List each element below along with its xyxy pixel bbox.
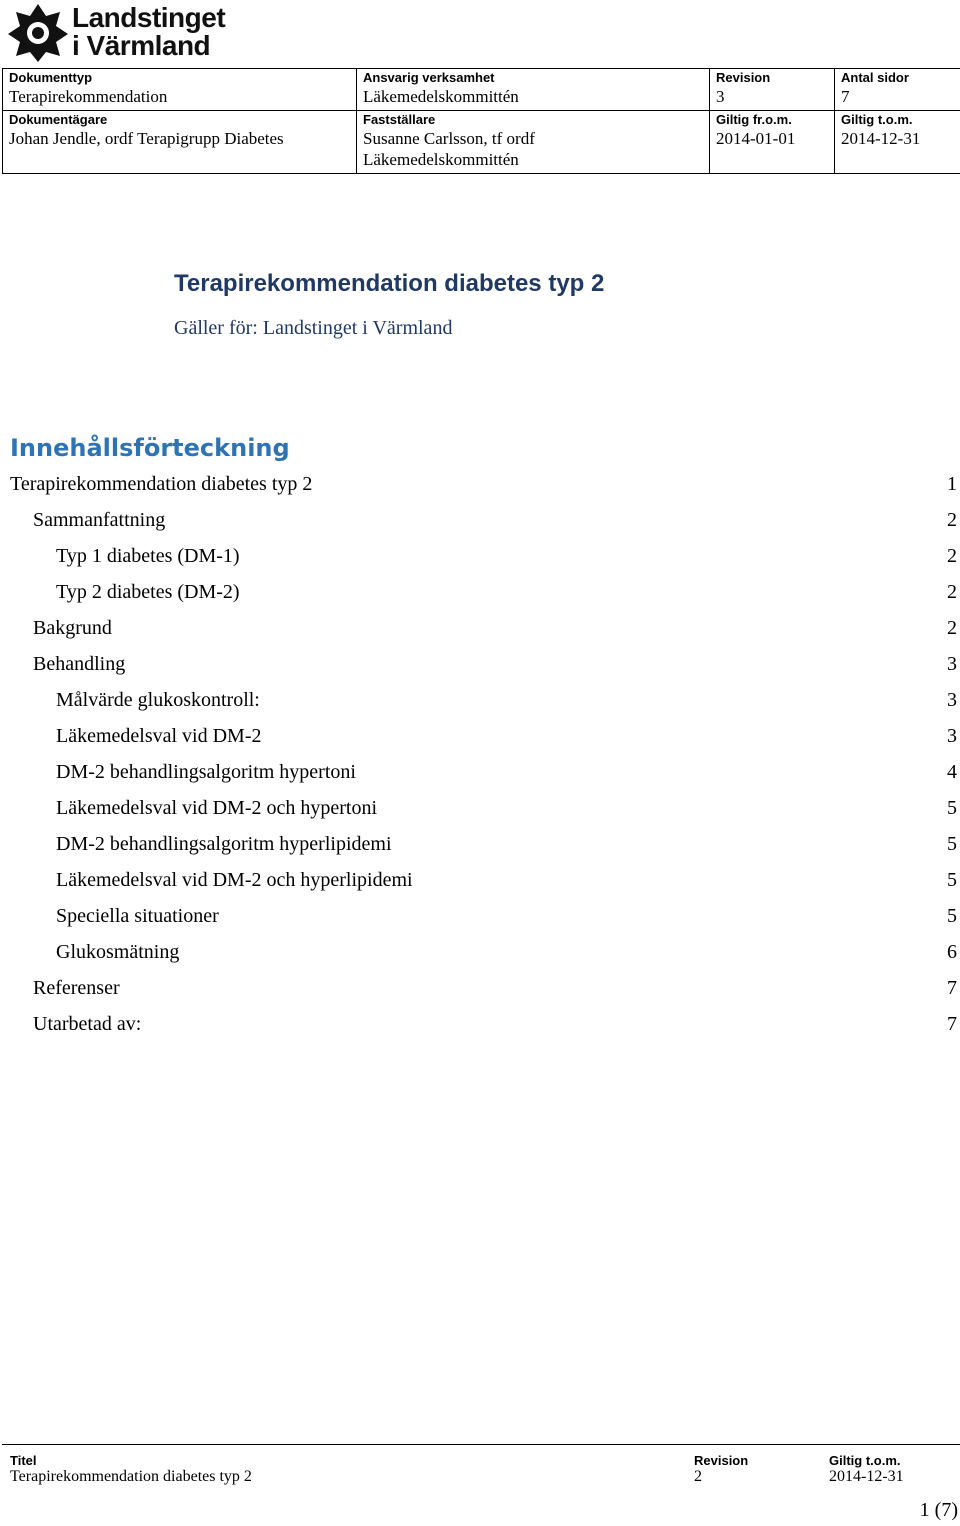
- toc-entry[interactable]: [0, 866, 960, 902]
- antal-value: 7: [841, 87, 850, 106]
- footer-divider: [2, 1444, 960, 1445]
- toc-entry-title: Glukosmätning: [56, 941, 180, 963]
- logo-text: [72, 4, 225, 60]
- footer-revision-label: Revision: [694, 1453, 749, 1468]
- page-number: 1 (7): [919, 1499, 958, 1521]
- meta-cell-antal: [835, 69, 960, 111]
- toc-entry-title: Läkemedelsval vid DM-2 och hypertoni: [56, 797, 378, 819]
- table-of-contents: [0, 470, 960, 1046]
- logo-line-1: Landstinget: [72, 2, 226, 33]
- giltig-tom-value: 2014-12-31: [841, 129, 921, 148]
- footer-giltig-tom-value: 2014-12-31: [829, 1468, 904, 1485]
- toc-entry-page: 5: [947, 869, 957, 891]
- revision-value: 3: [716, 87, 725, 106]
- footer-title-value: Terapirekommendation diabetes typ 2: [10, 1468, 252, 1485]
- toc-entry[interactable]: [0, 614, 960, 650]
- toc-entry-page: 2: [947, 509, 957, 531]
- toc-entry[interactable]: [0, 974, 960, 1010]
- toc-entry[interactable]: [0, 542, 960, 578]
- toc-entry[interactable]: [0, 470, 960, 506]
- toc-entry-page: 5: [947, 797, 957, 819]
- dokumenttyp-label: Dokumenttyp: [9, 70, 93, 85]
- giltig-from-value: 2014-01-01: [716, 129, 796, 148]
- toc-entry-page: 5: [947, 905, 957, 927]
- toc-entry[interactable]: [0, 902, 960, 938]
- toc-entry-page: 6: [947, 941, 957, 963]
- toc-entry-title: Behandling: [33, 653, 126, 675]
- toc-entry-title: Målvärde glukoskontroll:: [56, 689, 260, 711]
- toc-entry[interactable]: [0, 722, 960, 758]
- document-meta-table: [2, 68, 960, 174]
- document-title: Terapirekommendation diabetes typ 2: [174, 270, 605, 297]
- toc-entry-page: 1: [947, 473, 957, 495]
- meta-cell-faststallare: [357, 111, 710, 174]
- toc-entry-page: 7: [947, 977, 957, 999]
- footer-revision-value: 2: [694, 1468, 702, 1485]
- meta-row-1: [3, 69, 960, 111]
- toc-entry[interactable]: [0, 686, 960, 722]
- ansvarig-label: Ansvarig verksamhet: [363, 70, 495, 85]
- toc-entry-title: Bakgrund: [33, 617, 112, 639]
- faststallare-value-2: Läkemedelskommittén: [363, 150, 519, 169]
- footer-title-label: Titel: [10, 1453, 37, 1468]
- toc-entry-title: Terapirekommendation diabetes typ 2: [10, 473, 313, 495]
- toc-entry-title: Typ 2 diabetes (DM-2): [56, 581, 240, 603]
- toc-entry-title: DM-2 behandlingsalgoritm hyperlipidemi: [56, 833, 392, 855]
- meta-cell-tom: [835, 111, 960, 174]
- meta-cell-revision: [710, 69, 835, 111]
- toc-entry-title: Speciella situationer: [56, 905, 219, 927]
- toc-entry-title: DM-2 behandlingsalgoritm hypertoni: [56, 761, 356, 783]
- meta-row-2: [3, 111, 960, 174]
- toc-entry-page: 2: [947, 617, 957, 639]
- logo: [6, 2, 246, 64]
- toc-entry-page: 5: [947, 833, 957, 855]
- revision-label: Revision: [716, 70, 771, 85]
- toc-entry[interactable]: [0, 1010, 960, 1046]
- meta-cell-dokumenttyp: [3, 69, 357, 111]
- toc-entry[interactable]: [0, 758, 960, 794]
- antal-label: Antal sidor: [841, 70, 909, 85]
- toc-entry-page: 7: [947, 1013, 957, 1035]
- toc-entry-page: 3: [947, 725, 957, 747]
- agare-label: Dokumentägare: [9, 112, 108, 127]
- toc-entry-title: Läkemedelsval vid DM-2 och hyperlipidemi: [56, 869, 413, 891]
- toc-entry-page: 4: [947, 761, 957, 783]
- agare-value: Johan Jendle, ordf Terapigrupp Diabetes: [9, 129, 284, 148]
- applies-to: Gäller för: Landstinget i Värmland: [174, 317, 453, 339]
- toc-entry[interactable]: [0, 830, 960, 866]
- meta-cell-agare: [3, 111, 357, 174]
- toc-entry-title: Sammanfattning: [33, 509, 166, 531]
- toc-entry-title: Referenser: [33, 977, 120, 999]
- dokumenttyp-value: Terapirekommendation: [9, 87, 168, 106]
- toc-entry-title: Läkemedelsval vid DM-2: [56, 725, 262, 747]
- logo-emblem-icon: [6, 2, 70, 64]
- ansvarig-value: Läkemedelskommittén: [363, 87, 519, 106]
- footer-giltig-tom-label: Giltig t.o.m.: [829, 1453, 901, 1468]
- toc-entry-page: 3: [947, 653, 957, 675]
- toc-heading: Innehållsförteckning: [10, 434, 290, 462]
- toc-entry[interactable]: [0, 506, 960, 542]
- toc-entry-page: 3: [947, 689, 957, 711]
- faststallare-label: Fastställare: [363, 112, 436, 127]
- toc-entry-title: Utarbetad av:: [33, 1013, 142, 1035]
- toc-entry[interactable]: [0, 650, 960, 686]
- toc-entry-page: 2: [947, 581, 957, 603]
- faststallare-value-1: Susanne Carlsson, tf ordf: [363, 129, 535, 148]
- toc-entry-title: Typ 1 diabetes (DM-1): [56, 545, 240, 567]
- giltig-from-label: Giltig fr.o.m.: [716, 112, 792, 127]
- toc-entry-page: 2: [947, 545, 957, 567]
- toc-entry[interactable]: [0, 578, 960, 614]
- giltig-tom-label: Giltig t.o.m.: [841, 112, 913, 127]
- toc-entry[interactable]: [0, 938, 960, 974]
- toc-entry[interactable]: [0, 794, 960, 830]
- logo-line-2: i Värmland: [72, 30, 211, 61]
- meta-cell-ansvarig: [357, 69, 710, 111]
- meta-cell-from: [710, 111, 835, 174]
